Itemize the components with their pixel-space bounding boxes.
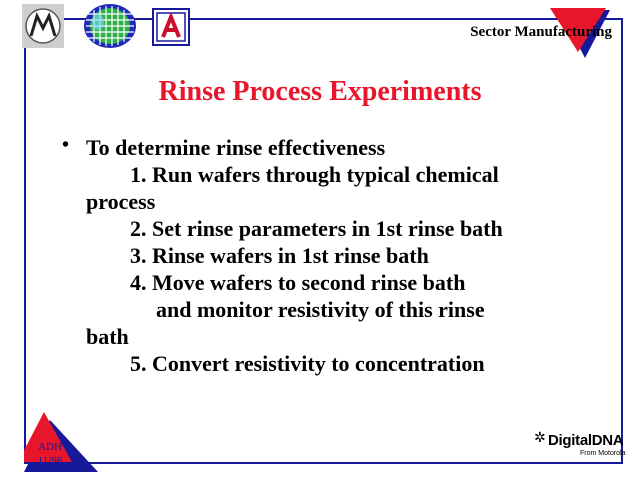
step-3-text: 3. Rinse wafers in 1st rinse bath [130,243,429,268]
bullet-text: To determine rinse effectiveness [86,135,386,160]
motorola-logo-icon [22,4,64,48]
digital-dna-logo [534,430,630,460]
bullet-marker: • [62,134,70,156]
slide-body [58,134,618,377]
brand-name: DigitalDNA [548,432,624,449]
step-1-text: 1. Run wafers through typical chemical [130,162,499,187]
sector-label: Sector Manufacturing [470,24,612,40]
step-4-text: 4. Move wafers to second rinse bath [130,270,466,295]
footer-date: 11/98 [37,455,63,467]
brand-subtitle: From Motorola [580,450,626,457]
slide-title: Rinse Process Experiments [158,76,482,107]
bullet-item [58,134,618,377]
step-4-continuation: and monitor resistivity of this rinse [156,297,485,322]
step-2-text: 2. Set rinse parameters in 1st rinse bath [130,216,503,241]
globe-logo-icon [82,2,138,50]
footer-author: ADH [38,441,62,453]
dna-helix-icon: ✲ [534,430,546,446]
step-1-continuation: process [86,189,156,214]
university-a-logo-icon [152,8,190,46]
step-4-continuation-end: bath [86,324,129,349]
step-5-text: 5. Convert resistivity to concentration [130,351,485,376]
